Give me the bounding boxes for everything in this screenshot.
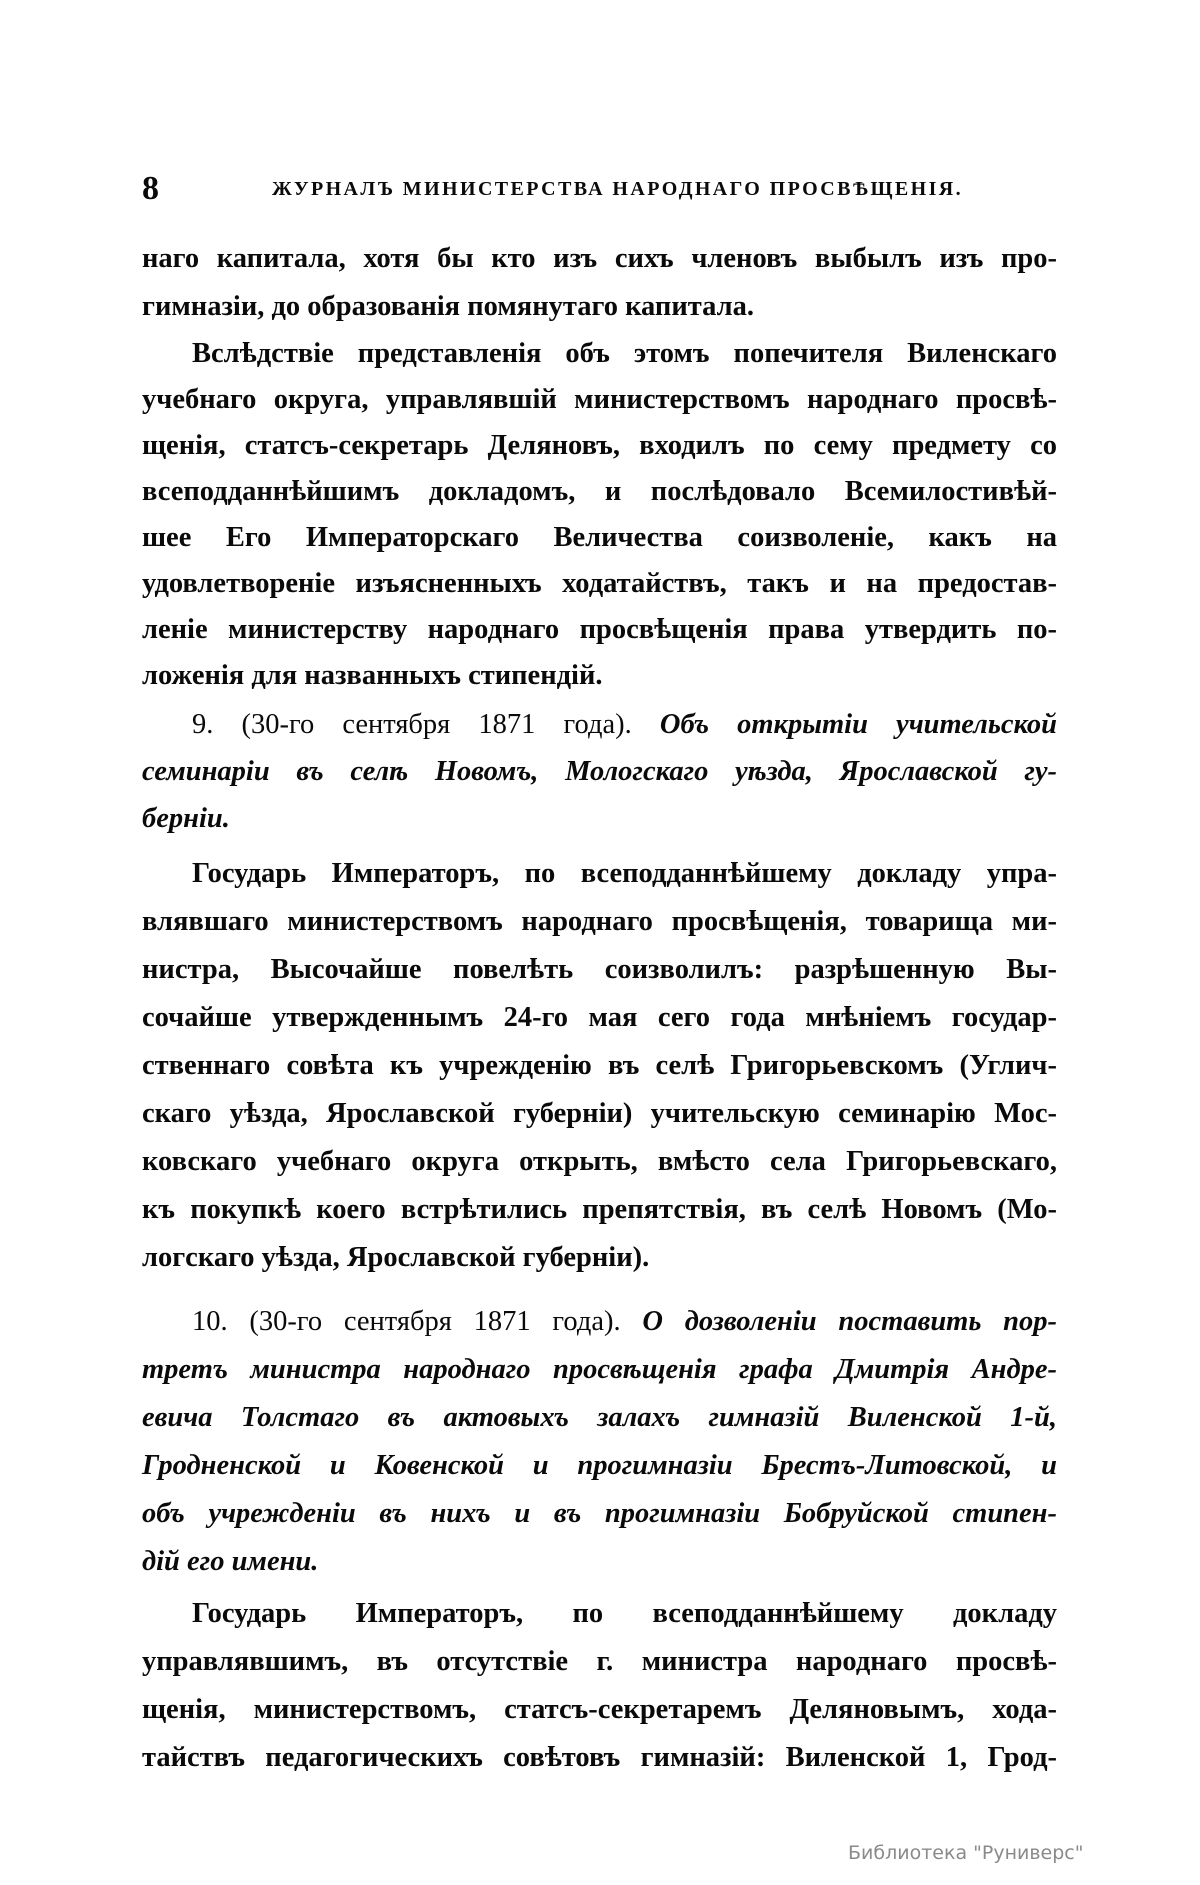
text-line: Государь Императоръ, по всеподданнѣйшему докладу упра- <box>192 858 1057 889</box>
section-9-number-date: 9. (30-го сентября 1871 года). <box>192 709 632 740</box>
page-header <box>142 170 1062 214</box>
section-9-title-start: Объ открытіи учительской <box>659 709 1058 740</box>
running-title: ЖУРНАЛЪ МИНИСТЕРСТВА НАРОДНАГО ПРОСВѢЩЕНІЯ. <box>272 178 964 200</box>
text-line: учебнаго округа, управлявшій министерствомъ народнаго просвѣ- <box>142 384 1057 415</box>
text-line: всеподданнѣйшимъ докладомъ, и послѣдовало Всемилостивѣй- <box>142 476 1057 507</box>
text-line: влявшаго министерствомъ народнаго просвѣщенія, товарища ми- <box>142 906 1057 937</box>
text-line: удовлетвореніе изъясненныхъ ходатайствъ, такъ и на предостав- <box>142 568 1057 599</box>
section-10-heading-line <box>192 1300 1057 1344</box>
text-line: гимназіи, до образованія помянутаго капитала. <box>142 291 754 322</box>
section-10-title-line: Гродненской и Ковенской и прогимназіи Брестъ-Литовской, и <box>142 1450 1057 1481</box>
section-9-title-line: семинаріи въ селѣ Новомъ, Мологскаго уѣзда, Ярославской гу- <box>142 756 1057 787</box>
section-9-title-line: берніи. <box>142 803 230 834</box>
text-line: щенія, министерствомъ, статсъ-секретаремъ Деляновымъ, хода- <box>142 1694 1057 1725</box>
section-9-heading-line <box>192 703 1057 747</box>
text-line: сочайше утвержденнымъ 24-го мая сего года мнѣніемъ государ- <box>142 1002 1057 1033</box>
section-10-title-start: О дозволеніи поставить пор- <box>642 1306 1058 1337</box>
section-10-number-date: 10. (30-го сентября 1871 года). <box>192 1306 621 1337</box>
text-line: управлявшимъ, въ отсутствіе г. министра народнаго просвѣ- <box>142 1646 1057 1677</box>
text-line: тайствъ педагогическихъ совѣтовъ гимназій: Виленской 1, Грод- <box>142 1742 1057 1773</box>
library-watermark: Библиотека "Руниверс" <box>848 1842 1084 1864</box>
text-line: скаго уѣзда, Ярославской губерніи) учительскую семинарію Мос- <box>142 1098 1057 1129</box>
text-line: Государь Императоръ, по всеподданнѣйшему докладу <box>192 1598 1057 1629</box>
text-line: шее Его Императорскаго Величества соизволеніе, какъ на <box>142 522 1057 553</box>
page-number: 8 <box>142 170 159 207</box>
text-line: ложенія для названныхъ стипендій. <box>142 660 603 691</box>
text-line: Вслѣдствіе представленія объ этомъ попечителя Виленскаго <box>192 338 1057 369</box>
text-line: ковскаго учебнаго округа открыть, вмѣсто села Григорьевскаго, <box>142 1146 1057 1177</box>
section-10-title-line: третъ министра народнаго просвѣщенія графа Дмитрія Андре- <box>142 1354 1057 1385</box>
section-10-title-line: объ учрежденіи въ нихъ и въ прогимназіи Бобруйской стипен- <box>142 1498 1057 1529</box>
section-10-title-line: дій его имени. <box>142 1546 319 1577</box>
section-10-title-line: евича Толстаго въ актовыхъ залахъ гимназій Виленской 1-й, <box>142 1402 1057 1433</box>
text-line: нистра, Высочайше повелѣть соизволилъ: разрѣшенную Вы- <box>142 954 1057 985</box>
text-line: леніе министерству народнаго просвѣщенія права утвердить по- <box>142 614 1057 645</box>
text-line: наго капитала, хотя бы кто изъ сихъ членовъ выбылъ изъ про- <box>142 243 1057 274</box>
text-line: къ покупкѣ коего встрѣтились препятствія, въ селѣ Новомъ (Мо- <box>142 1194 1057 1225</box>
text-line: щенія, статсъ-секретарь Деляновъ, входилъ по сему предмету со <box>142 430 1057 461</box>
text-line: ственнаго совѣта къ учрежденію въ селѣ Григорьевскомъ (Углич- <box>142 1050 1057 1081</box>
text-line: логскаго уѣзда, Ярославской губерніи). <box>142 1242 650 1273</box>
